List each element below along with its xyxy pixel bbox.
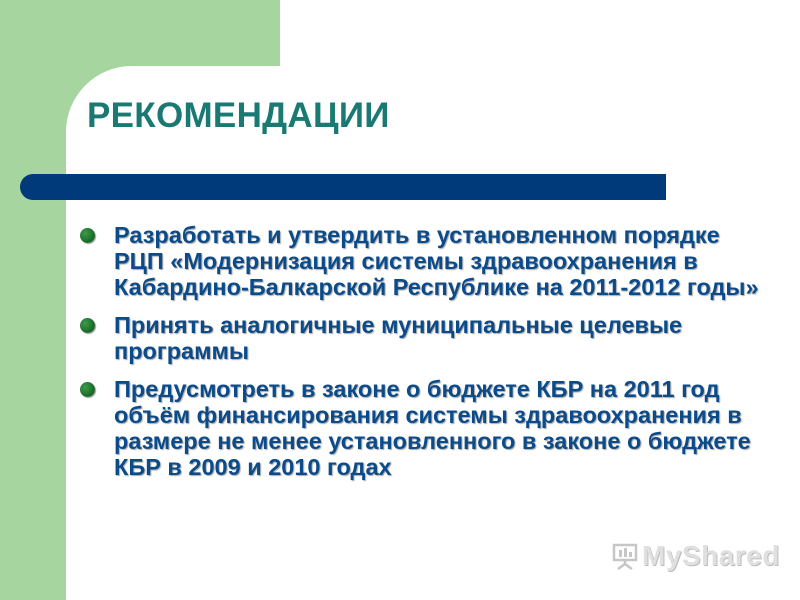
bullet-dot-icon [80, 382, 95, 397]
title-underline-bar [20, 174, 666, 200]
bullet-item [80, 376, 760, 480]
bullet-list [80, 222, 760, 492]
watermark [612, 540, 780, 572]
watermark-text: MyShared [642, 540, 780, 571]
slide-title: РЕКОМЕНДАЦИИ [87, 96, 390, 135]
bullet-dot-icon [80, 228, 95, 243]
bullet-text: Разработать и утвердить в установленном порядке РЦП «Модернизация системы здравоохранения в Кабардино-Балкарской Республике на 2011-2012 годы» [114, 222, 759, 300]
bullet-item [80, 312, 760, 364]
bullet-text: Предусмотреть в законе о бюджете КБР на 2011 год объём финансирования системы здравоохранения в размере не менее установленного в законе о бюджете КБР в 2009 и 2010 годах [114, 376, 751, 480]
green-left-strip [0, 0, 66, 600]
presentation-board-icon [612, 542, 638, 570]
bullet-item [80, 222, 760, 300]
bullet-text: Принять аналогичные муниципальные целевые программы [114, 312, 683, 364]
bullet-dot-icon [80, 318, 95, 333]
